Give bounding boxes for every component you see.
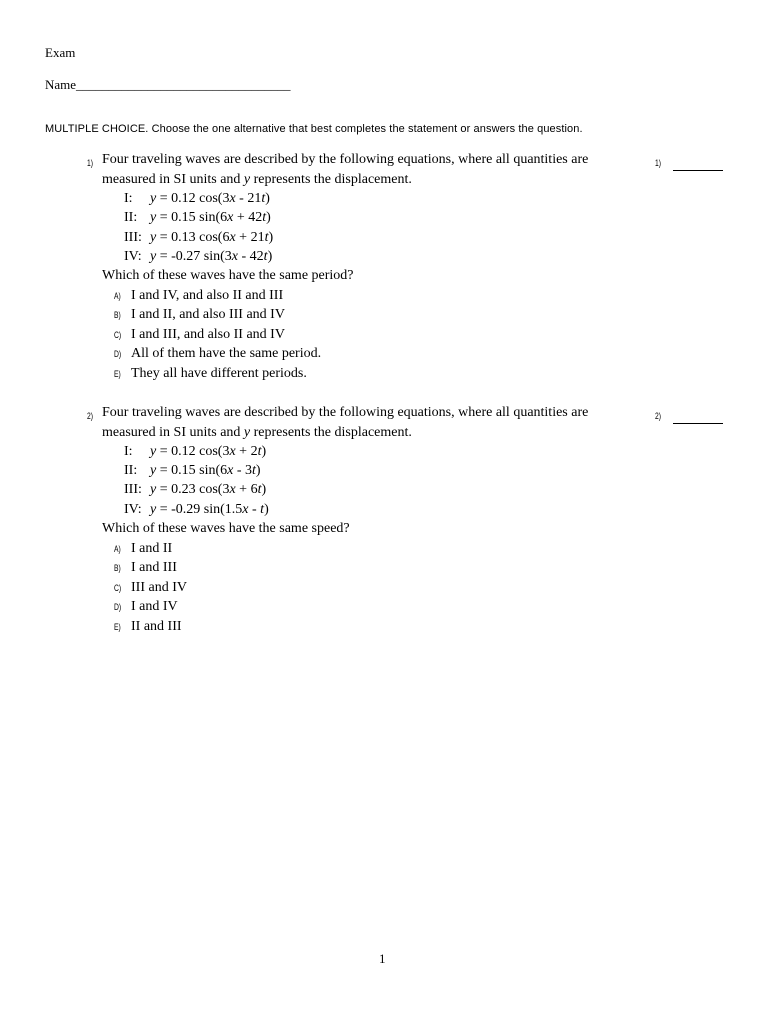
choice-letter: D): [114, 602, 122, 612]
question-text-line1: Four traveling waves are described by the following equations, where all quantities are: [102, 405, 589, 420]
choice-letter: B): [114, 563, 121, 573]
answer-blank[interactable]: [673, 423, 723, 424]
choice-text: I and IV, and also II and III: [131, 288, 284, 303]
choice-text: I and IV: [131, 599, 178, 614]
choice-b[interactable]: [114, 305, 285, 326]
instructions: [45, 123, 583, 135]
instructions-text: Choose the one alternative that best completes the statement or answers the question.: [151, 123, 583, 135]
choice-letter: E): [114, 622, 121, 632]
question-prompt: Which of these waves have the same period?: [102, 268, 354, 283]
choice-c[interactable]: [114, 578, 187, 599]
question-text-line2: measured in SI units and y represents the displacement.: [102, 425, 412, 440]
equation-row: II: y = 0.15 sin(6x - 3t): [124, 463, 261, 478]
choice-e[interactable]: [114, 617, 182, 638]
page-number: 1: [379, 951, 386, 966]
choice-text: All of them have the same period.: [131, 346, 322, 361]
choice-text: III and IV: [131, 580, 187, 595]
choice-letter: D): [114, 349, 122, 359]
section-title: MULTIPLE CHOICE.: [45, 123, 149, 135]
choice-letter: E): [114, 369, 121, 379]
name-line: _________________________________: [76, 77, 291, 92]
choice-e[interactable]: [114, 364, 307, 385]
answer-label: 1): [655, 158, 662, 168]
choice-text: I and III, and also II and IV: [131, 327, 285, 342]
choice-text: I and II: [131, 541, 173, 556]
question-number: 1): [87, 158, 94, 168]
choice-d[interactable]: [114, 597, 178, 618]
exam-title: Exam: [45, 45, 76, 60]
question-prompt: Which of these waves have the same speed?: [102, 521, 350, 536]
choice-letter: A): [114, 291, 121, 301]
choice-d[interactable]: [114, 344, 321, 365]
choice-c[interactable]: [114, 325, 285, 346]
choice-letter: B): [114, 310, 121, 320]
choice-letter: C): [114, 330, 122, 340]
choice-text: I and III: [131, 560, 177, 575]
equation-row: IV: y = -0.27 sin(3x - 42t): [124, 249, 273, 264]
choice-letter: C): [114, 583, 122, 593]
choice-text: I and II, and also III and IV: [131, 307, 285, 322]
equation-row: III: y = 0.13 cos(6x + 21t): [124, 230, 274, 245]
answer-blank[interactable]: [673, 170, 723, 171]
choice-text: They all have different periods.: [131, 366, 307, 381]
equation-row: IV: y = -0.29 sin(1.5x - t): [124, 502, 269, 517]
equation-row: III: y = 0.23 cos(3x + 6t): [124, 482, 267, 497]
name-label: Name: [45, 77, 77, 92]
choice-a[interactable]: [114, 286, 283, 307]
answer-label: 2): [655, 411, 662, 421]
equation-row: I: y = 0.12 cos(3x - 21t): [124, 191, 270, 206]
question-text-line1: Four traveling waves are described by the following equations, where all quantities are: [102, 152, 589, 167]
equation-row: II: y = 0.15 sin(6x + 42t): [124, 210, 271, 225]
equation-row: I: y = 0.12 cos(3x + 2t): [124, 444, 267, 459]
question-text-line2: measured in SI units and y represents the displacement.: [102, 172, 412, 187]
question-number: 2): [87, 411, 94, 421]
choice-text: II and III: [131, 619, 182, 634]
name-field[interactable]: [45, 77, 291, 93]
choice-b[interactable]: [114, 558, 177, 579]
choice-letter: A): [114, 544, 121, 554]
choice-a[interactable]: [114, 539, 172, 560]
